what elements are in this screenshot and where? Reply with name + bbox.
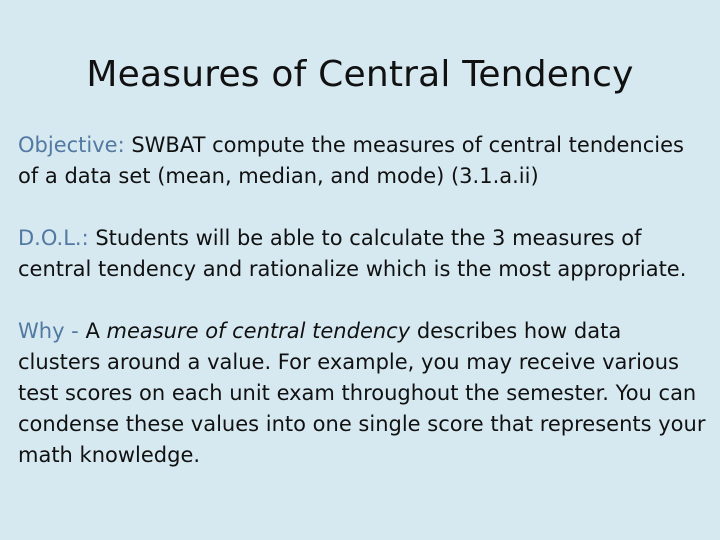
why-text-before: A bbox=[85, 319, 107, 343]
objective-text: SWBAT compute the measures of central tendencies of a data set (mean, median, and mode) (3.1.a.ii) bbox=[18, 133, 684, 188]
dol-paragraph bbox=[18, 223, 708, 285]
why-paragraph bbox=[18, 316, 708, 471]
why-term: measure of central tendency bbox=[106, 319, 411, 343]
slide-title: Measures of Central Tendency bbox=[86, 54, 634, 95]
slide-body bbox=[18, 130, 708, 471]
why-label: Why - bbox=[18, 319, 86, 343]
objective-label: Objective: bbox=[18, 133, 125, 157]
why-text-after: describes how data clusters around a value. For example, you may receive various test scores on each unit exam throughout the semester. You can condense these values into one single score that represents your math knowledge. bbox=[18, 319, 706, 467]
dol-text: Students will be able to calculate the 3 measures of central tendency and rationalize which is the most appropriate. bbox=[18, 226, 687, 281]
objective-paragraph bbox=[18, 130, 708, 192]
dol-label: D.O.L.: bbox=[18, 226, 89, 250]
